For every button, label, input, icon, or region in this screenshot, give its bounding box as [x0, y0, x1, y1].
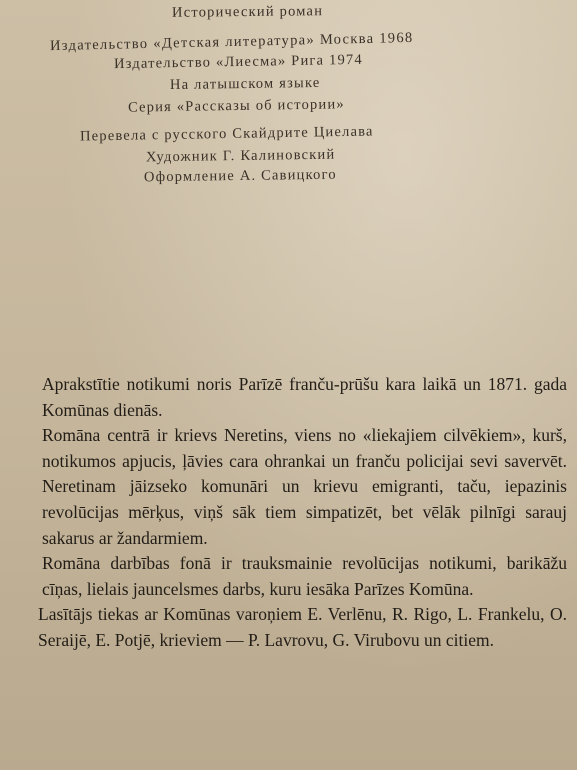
book-description: [38, 372, 567, 654]
description-paragraph: Romāna centrā ir krievs Neretins, viens no «liekajiem cilvēkiem», kurš, notikumos apjucis, ļāvies cara ohrankai un franču policijai sevi savervēt. Neretinam jāizseko komunāri un krievu emigranti, taču, iepazinis revolūcijas mērķus, viņš sāk tiem simpatizēt, bet vēlāk pilnīgi sarauj sakarus ar žandarmiem.: [42, 425, 567, 548]
designer-line: Оформление А. Савицкого: [143, 166, 337, 186]
original-publisher-line: Издательство «Детская литература» Москва 1968: [49, 29, 414, 55]
series-line: Серия «Рассказы об истории»: [127, 96, 345, 116]
translator-line: Перевела с русского Скайдрите Циелава: [79, 123, 374, 145]
language-line: На латышском языке: [169, 74, 321, 94]
latvian-publisher-line: Издательство «Лиесма» Рига 1974: [113, 51, 364, 73]
illustrator-line: Художник Г. Калиновский: [145, 146, 336, 166]
description-paragraph: Aprakstītie notikumi noris Parīzē franču-prūšu kara laikā un 1871. gada Komūnas dienās.: [42, 374, 567, 420]
description-paragraph: Lasītājs tiekas ar Komūnas varoņiem E. Verlēnu, R. Rigo, L. Frankelu, O. Seraijē, E. Potjē, krieviem — P. Lavrovu, G. Virubovu un citiem.: [38, 604, 567, 650]
genre-line: Исторический роман: [171, 3, 324, 21]
description-paragraph: Romāna darbības fonā ir trauksmainie revolūcijas notikumi, barikāžu cīņas, lielais jauncelsmes darbs, kuru iesāka Parīzes Komūna.: [42, 553, 567, 599]
